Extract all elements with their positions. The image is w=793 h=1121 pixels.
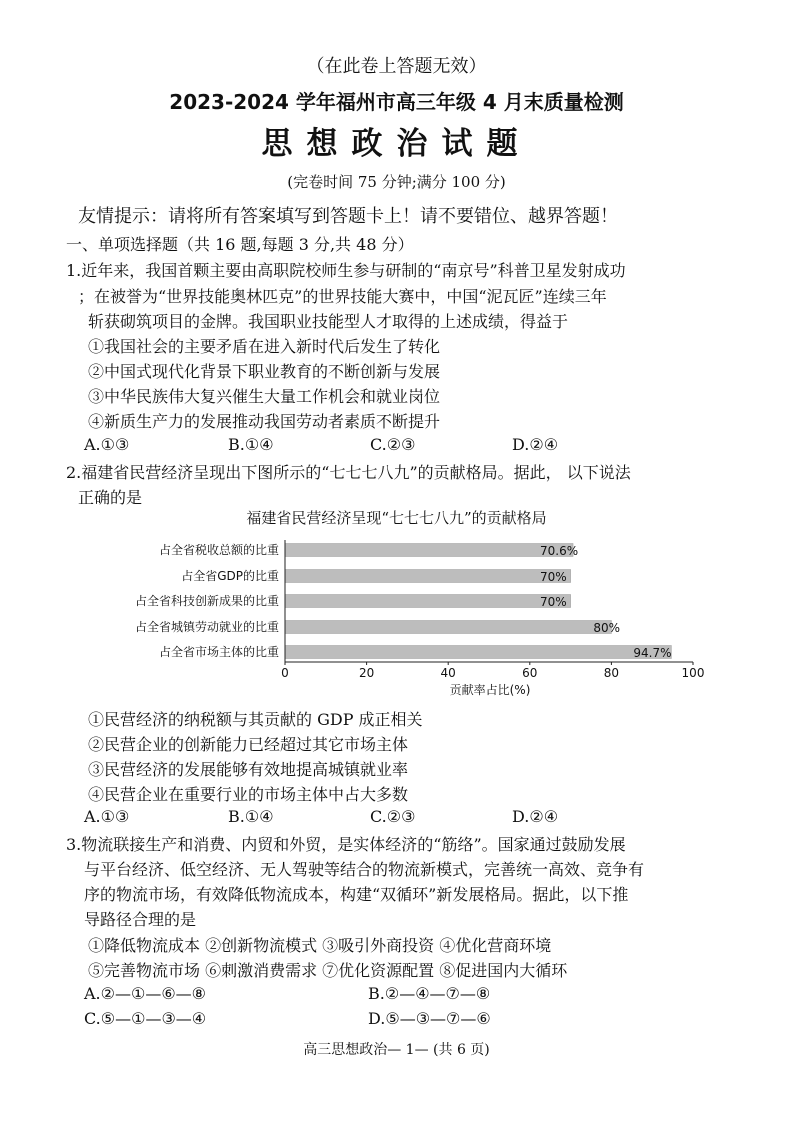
chart-x-tick-label: 60 bbox=[522, 666, 538, 680]
chart-bar bbox=[285, 646, 671, 659]
chart-x-tick-label: 40 bbox=[440, 666, 456, 680]
chart-category-label: 占全省城镇劳动就业的比重 bbox=[134, 620, 279, 634]
q3-stem-line: 导路径合理的是 bbox=[84, 910, 197, 929]
invalid-answer-notice: （在此卷上答题无效） bbox=[306, 56, 487, 77]
q3-stem-line: 与平台经济、低空经济、无人驾驶等结合的物流新模式，完善统一高效、竞争有 bbox=[84, 860, 645, 879]
q3-choice-b: B.②—④—⑦—⑧ bbox=[368, 984, 491, 1003]
page-footer: 高三思想政治— 1— (共 6 页) bbox=[303, 1042, 490, 1058]
q3-choice-a: A.②—①—⑥—⑧ bbox=[84, 984, 207, 1003]
q2-item: ②民营企业的创新能力已经超过其它市场主体 bbox=[88, 735, 409, 754]
subject-title: 思想政治试题 bbox=[261, 126, 532, 162]
q1-choice-c: C.②③ bbox=[370, 435, 416, 454]
chart-value-label: 94.7% bbox=[633, 646, 672, 660]
q3-item: ①降低物流成本 ②创新物流模式 ③吸引外商投资 ④优化营商环境 bbox=[88, 936, 552, 955]
chart-bar bbox=[285, 595, 571, 608]
chart-category-label: 占全省科技创新成果的比重 bbox=[134, 594, 279, 608]
q2-choice-c: C.②③ bbox=[370, 807, 416, 826]
chart-value-label: 70.6% bbox=[540, 544, 579, 558]
section-title: 一、单项选择题（共 16 题,每题 3 分,共 48 分） bbox=[66, 235, 414, 254]
chart-title: 福建省民营经济呈现“七七七八九”的贡献格局 bbox=[246, 509, 547, 527]
friendly-tip: 友情提示：请将所有答案填写到答题卡上！请不要错位、越界答题！ bbox=[78, 206, 618, 227]
q3-choice-d: D.⑤—③—⑦—⑥ bbox=[368, 1009, 491, 1028]
chart-x-tick-label: 0 bbox=[281, 666, 289, 680]
q3-stem-line: 3.物流联接生产和消费、内贸和外贸，是实体经济的“筋络”。国家通过鼓励发展 bbox=[66, 835, 626, 854]
chart-category-label: 占全省GDP的比重 bbox=[181, 569, 279, 583]
chart-x-tick-label: 80 bbox=[603, 666, 620, 680]
q2-choice-d: D.②④ bbox=[512, 807, 559, 826]
q2-item: ③民营经济的发展能够有效地提高城镇就业率 bbox=[88, 760, 409, 779]
chart-value-label: 80% bbox=[593, 621, 621, 635]
q1-choice-d: D.②④ bbox=[512, 435, 559, 454]
q1-item: ④新质生产力的发展推动我国劳动者素质不断提升 bbox=[88, 412, 441, 431]
q1-stem-line: 1.近年来，我国首颗主要由高职院校师生参与研制的“南京号”科普卫星发射成功 bbox=[66, 261, 626, 280]
q1-stem-line: ；在被誉为“世界技能奥林匹克”的世界技能大赛中，中国“泥瓦匠”连续三年 bbox=[78, 287, 607, 306]
q1-choice-a: A.①③ bbox=[84, 435, 130, 454]
exam-meta: (完卷时间 75 分钟;满分 100 分) bbox=[287, 173, 506, 191]
q2-choice-b: B.①④ bbox=[228, 807, 274, 826]
q3-stem-line: 序的物流市场，有效降低物流成本，构建“双循环”新发展格局。据此，以下推 bbox=[84, 885, 629, 904]
chart-x-tick-label: 100 bbox=[681, 666, 705, 680]
exam-title: 2023-2024 学年福州市高三年级 4 月末质量检测 bbox=[169, 90, 624, 114]
q3-choice-c: C.⑤—①—③—④ bbox=[84, 1009, 207, 1028]
q1-item: ①我国社会的主要矛盾在进入新时代后发生了转化 bbox=[88, 337, 441, 356]
chart-bar bbox=[285, 570, 571, 583]
q1-choice-b: B.①④ bbox=[228, 435, 274, 454]
q2-item: ④民营企业在重要行业的市场主体中占大多数 bbox=[88, 785, 409, 804]
q2-item: ①民营经济的纳税额与其贡献的 GDP 成正相关 bbox=[88, 710, 423, 729]
chart-x-axis-label: 贡献率占比(%) bbox=[449, 683, 531, 697]
q1-item: ③中华民族伟大复兴催生大量工作机会和就业岗位 bbox=[88, 387, 441, 406]
q2-stem-line: 正确的是 bbox=[78, 488, 143, 507]
q2-stem-line: 2.福建省民营经济呈现出下图所示的“七七七八九”的贡献格局。据此， 以下说法 bbox=[66, 463, 631, 482]
q2-choice-a: A.①③ bbox=[84, 807, 130, 826]
chart-bar bbox=[285, 621, 611, 634]
chart-value-label: 70% bbox=[540, 595, 567, 609]
q3-item: ⑤完善物流市场 ⑥刺激消费需求 ⑦优化资源配置 ⑧促进国内大循环 bbox=[88, 961, 568, 980]
chart-bar bbox=[285, 544, 573, 557]
chart-value-label: 70% bbox=[540, 570, 567, 584]
chart-category-label: 占全省市场主体的比重 bbox=[158, 645, 279, 659]
q1-item: ②中国式现代化背景下职业教育的不断创新与发展 bbox=[88, 362, 441, 381]
q1-stem-line: 斩获砌筑项目的金牌。我国职业技能型人才取得的上述成绩，得益于 bbox=[88, 312, 569, 331]
chart-x-tick-label: 20 bbox=[358, 666, 375, 680]
chart-category-label: 占全省税收总额的比重 bbox=[158, 543, 279, 557]
